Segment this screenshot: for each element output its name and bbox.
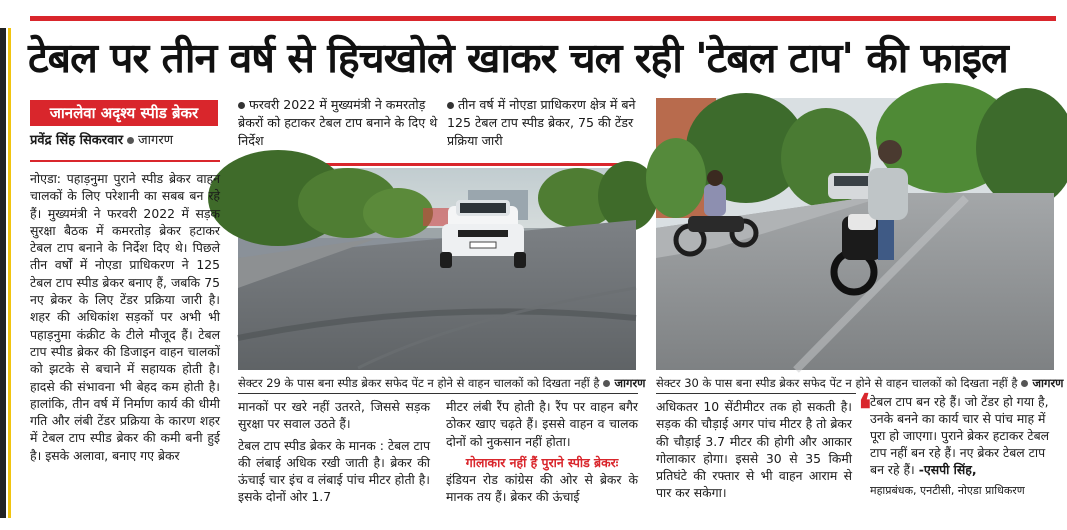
kicker-label: जानलेवा अदृश्य स्पीड ब्रेकर [30, 100, 218, 126]
subhead: गोलाकार नहीं हैं पुराने स्पीड ब्रेकरः [465, 454, 619, 470]
road-scene-1 [238, 168, 636, 370]
article-column-1: नोएडा: पहाड़नुमा पुराने स्पीड ब्रेकर वाहन चालकों के लिए परेशानी का सबब बन रहे हैं। मुख्यमंत्री ने फरवरी 2022 में सड़क सुरक्षा बैठक में कमरतोड़ ब्रेकर हटाकर टेबल टाप बनाने के निर्देश दिए थे। पिछले तीन वर्षों में नोएडा प्राधिकरण ने 125 टेबल टाप स्पीड ब्रेकर बनाए हैं, जबकि 75 नए ब्रेकर के लिए टेंडर प्रक्रिया जारी है। शहर की अधिकांश सड़कों पर अभी भी पहाड़नुमा कंक्रीट के टीले मौजूद हैं। टेबल टाप स्पीड ब्रेकर की डिजाइन वाहन चालकों को झटके से बचाने में सहायक होती है। हादसे की संभावना भी बेहद कम होती है। हालांकि, तीन वर्ष में निर्माण कार्य की धीमी गति और लंबी टेंडर प्रक्रिया के कारण शहर में टेबल टाप स्पीड ब्रेकर की कमी बनी हुई है। इसके अलावा, बनाए गए ब्रेकर [30, 171, 220, 463]
bullet-icon [238, 102, 245, 109]
bullet-icon [1021, 380, 1028, 387]
caption-photo-2: सेक्टर 30 के पास बना स्पीड ब्रेकर सफेद पेंट न होने से वाहन चालकों को दिखता नहीं है जागरण [656, 376, 1064, 390]
photo-sector-29 [238, 168, 636, 370]
headline: टेबल पर तीन वर्ष से हिचखोले खाकर चल रही 'टेबल टाप' की फाइल [28, 34, 1008, 82]
byline-author: प्रवेंद्र सिंह सिकरवार [30, 133, 124, 148]
caption-rule-1 [238, 393, 638, 394]
byline-rule [30, 160, 220, 162]
highlight-1: फरवरी 2022 में मुख्यमंत्री ने कमरतोड़ ब्रेकरों को हटाकर टेबल टाप बनाने के दिए थे निर्देश [238, 97, 438, 148]
article-column-3: मीटर लंबी रैंप होती है। रैंप पर वाहन बगैर ठोकर खाए चढ़ते हैं। इससे वाहन व चालक दोनों को नुकसान नहीं होता। गोलाकार नहीं हैं पुराने स्पीड ब्रेकरः इंडियन रोड कांग्रेस की ओर से ब्रेकर के मानक तय हैं। ब्रेकर की ऊंचाई [446, 399, 638, 505]
byline-source: जागरण [138, 133, 174, 148]
left-margin-bar [0, 28, 6, 518]
bullet-icon [603, 380, 610, 387]
bullet-icon [447, 102, 454, 109]
article-column-2: मानकों पर खरे नहीं उतरते, जिससे सड़क सुरक्षा पर सवाल उठते हैं। टेबल टाप स्पीड ब्रेकर के मानक : टेबल टाप की लंबाई अधिक रखी जाती है। ब्रेकर की ऊंचाई चार इंच व लंबाई पांच मीटर होती है। इसके दोनों ओर 1.7 [238, 399, 430, 505]
caption-rule-2 [656, 393, 856, 394]
highlight-2: तीन वर्ष में नोएडा प्राधिकरण क्षेत्र में बने 125 टेबल टाप स्पीड ब्रेकर, 75 की टेंडर प्रक्रिया जारी [447, 97, 636, 148]
bullet-icon [127, 137, 134, 144]
left-margin-accent [8, 28, 11, 518]
article-column-4: अधिकतर 10 सेंटीमीटर तक हो सकती है। सड़क की चौड़ाई अगर पांच मीटर है तो ब्रेकर की चौड़ाई 3.7 मीटर की होगी और आकार गोलाकार होगा। इससे 30 से 35 किमी प्रतिघंटे की रफ्तार से भी वाहन आराम से पार कर सकेगा। [656, 399, 852, 501]
byline [30, 132, 230, 150]
photo-sector-30 [656, 98, 1054, 370]
road-scene-2 [656, 98, 1054, 370]
caption-photo-1: सेक्टर 29 के पास बना स्पीड ब्रेकर सफेद पेंट न होने से वाहन चालकों को दिखता नहीं है जागरण [238, 376, 646, 390]
quote-box: टेबल टाप बन रहे हैं। जो टेंडर हो गया है, उनके बनने का कार्य चार से पांच माह में पूरा हो जाएगा। पुराने ब्रेकर हटाकर टेबल टाप नहीं बन रहे हैं। नए ब्रेकर टेबल टाप बन रहे हैं। -एसपी सिंह, महाप्रबंधक, एनटीसी, नोएडा प्राधिकरण [870, 394, 1050, 497]
top-red-rule [30, 16, 1056, 21]
quote-icon: ❛ [858, 385, 872, 434]
